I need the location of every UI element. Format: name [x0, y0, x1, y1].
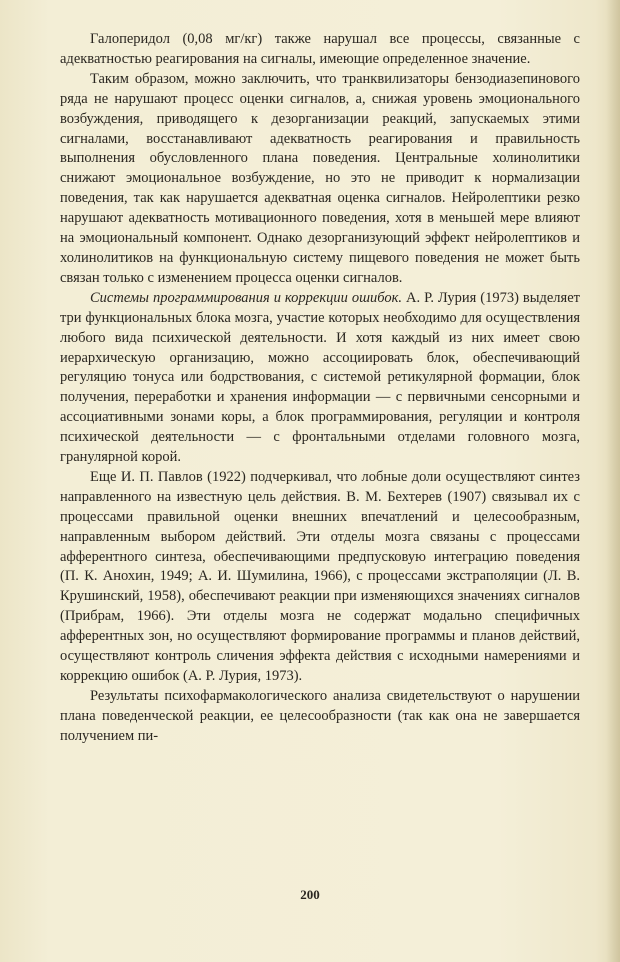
paragraph-conclusion [60, 70, 580, 289]
section-heading: Системы программирования и коррекции ошибок. [90, 289, 403, 306]
page-number: 200 [300, 887, 320, 902]
paragraph-text: А. Р. Лурия (1973) выделяет три функциональных блока мозга, участие которых необходимо для осуществления любого вида психической деятельности. И хотя каждый из них имеет свою иерархическую организацию, можно ассоциировать блок, обеспечивающий регуляцию тонуса или бодрствования, с системой ретикулярной формации, блок получения, переработки и хранения информации — с первичными сенсорными и ассоциативными зонами коры, а блок программирования, регуляции и контроля психической деятельности — с фронтальными отделами головного мозга, гранулярной корой. [60, 289, 580, 466]
paragraph-programming-systems [60, 289, 580, 468]
paragraph-haloperidol [60, 30, 580, 70]
page-edge-shadow [606, 0, 620, 962]
paragraph-text: Еще И. П. Павлов (1922) подчеркивал, что лобные доли осуществляют синтез направленного на известную цель действия. В. М. Бехтерев (1907) связывал их с процессами правильной оценки внешних впечатлений и целесообразным, направленным выбором действий. Эти отделы мозга связаны с процессами афферентного синтеза, обеспечивающими предпусковую интеграцию поведения (П. К. Анохин, 1949; А. И. Шумилина, 1966), с процессами экстраполяции (Л. В. Крушинский, 1958), обеспечивают реакции при изменяющихся значениях сигналов (Прибрам, 1966). Эти отделы мозга не содержат модально специфичных афферентных зон, но осуществляют формирование программы и планов действий, осуществляют контроль сличения эффекта действия с исходными намерениями и коррекцию ошибок (А. Р. Лурия, 1973). [60, 468, 580, 684]
paragraph-results [60, 687, 580, 747]
paragraph-text: Таким образом, можно заключить, что транквилизаторы бензодиазепинового ряда не нарушают процесс оценки сигналов, а, снижая уровень эмоционального возбуждения, приводящего к дезорганизации реакций, запускаемых этими сигналами, восстанавливают адекватность реагирования и правильность выполнения обусловленного плана поведения. Центральные холинолитики снижают эмоциональное возбуждение, но это не приводит к нормализации поведения, так как нарушается адекватная оценка сигналов. Нейролептики резко нарушают адекватность мотивационного поведения, хотя в меньшей мере влияют на эмоциональный компонент. Однако дезорганизующий эффект нейролептиков и холинолитиков на функциональную систему пищевого поведения не может быть связан только с изменением процесса оценки сигналов. [60, 70, 580, 286]
body-text [60, 30, 580, 747]
paragraph-frontal-lobes [60, 468, 580, 687]
paragraph-text: Результаты психофармакологического анализа свидетельствуют о нарушении плана поведенческой реакции, ее целесообразности (так как она не завершается получением пи- [60, 687, 580, 744]
paragraph-text: Галоперидол (0,08 мг/кг) также нарушал все процессы, связанные с адекватностью реагирования на сигналы, имеющие определенное значение. [60, 31, 580, 67]
